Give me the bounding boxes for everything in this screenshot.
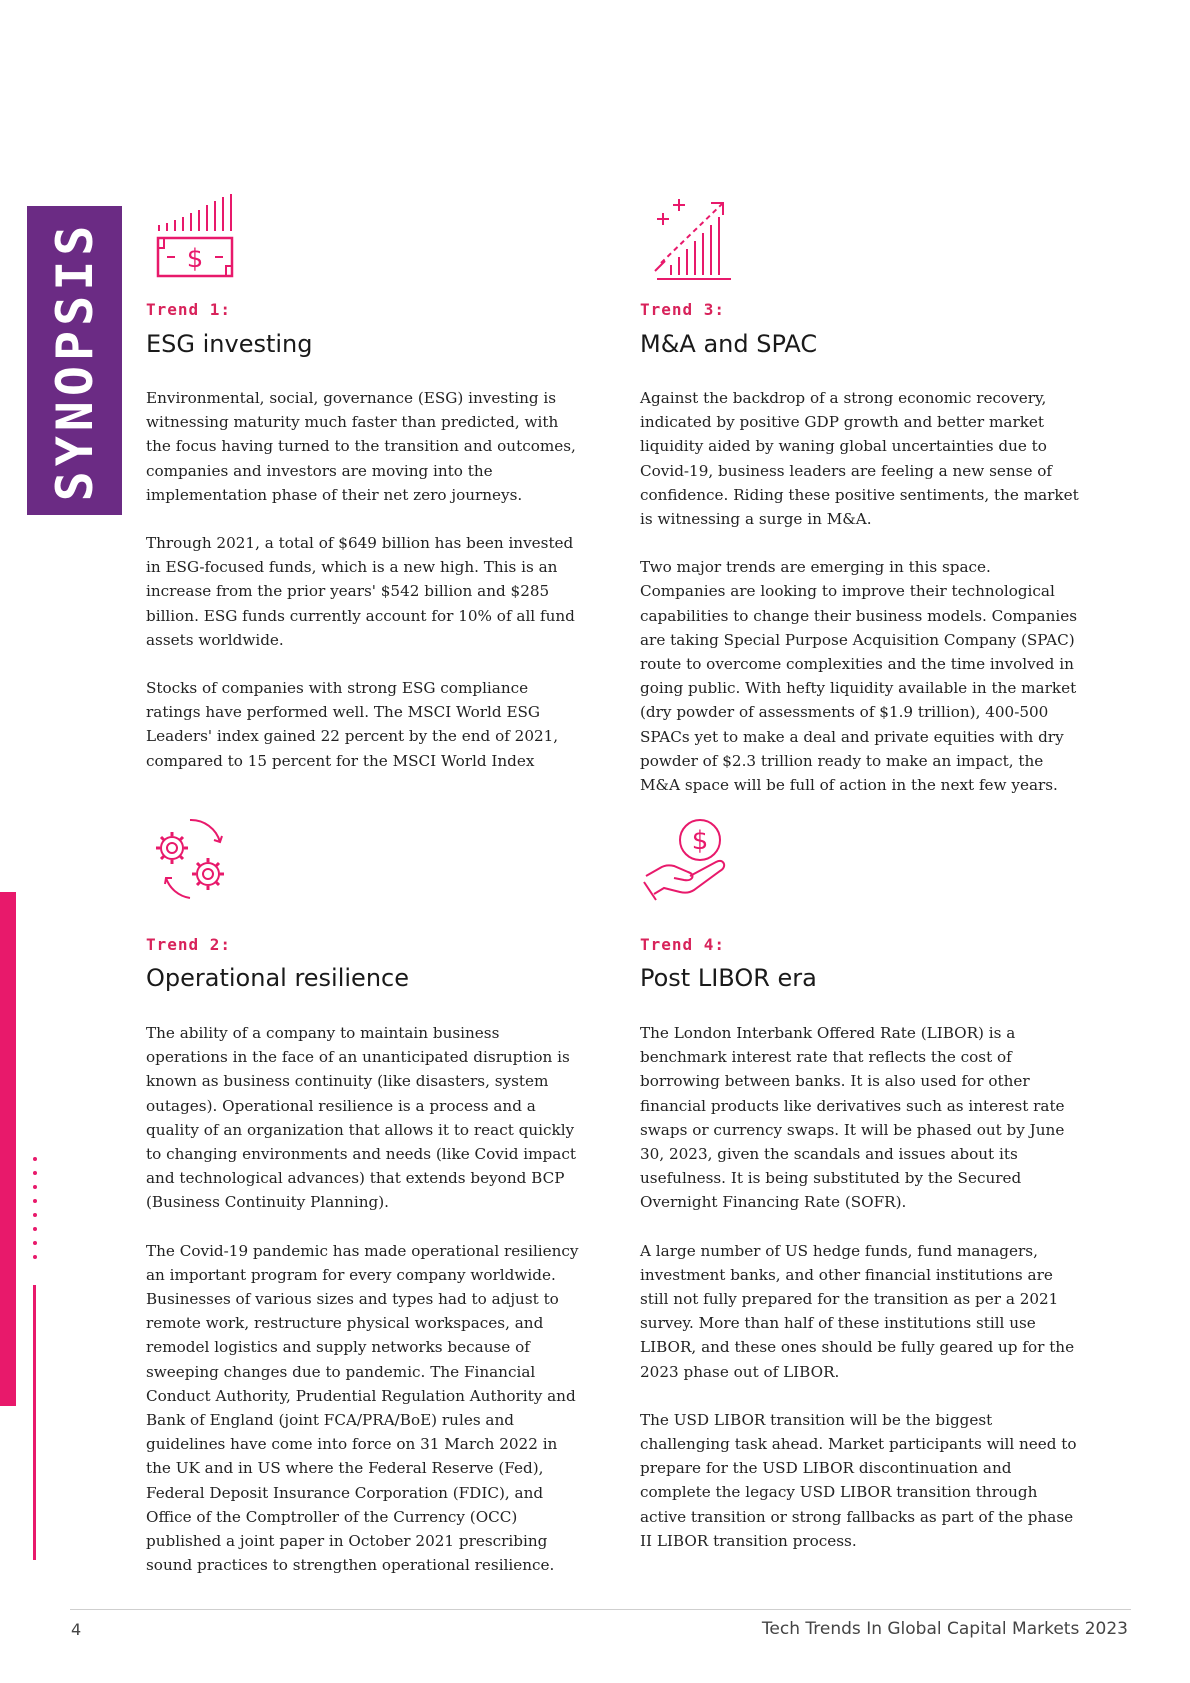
synopsis-tab xyxy=(27,206,122,515)
trend-1-paragraph: Stocks of companies with strong ESG compliance ratings have performed well. The MSCI World ESG Leaders' index gained 22 percent by the end of 2021, compared to 15 percent for the MSCI World Index xyxy=(146,679,559,770)
trend-4-title: Post LIBOR era xyxy=(640,964,817,992)
hand-coin-icon xyxy=(642,814,738,908)
trend-1-label: Trend 1: xyxy=(146,300,232,319)
money-bill-chart-icon xyxy=(155,193,237,287)
page-number: 4 xyxy=(71,1620,82,1639)
growth-chart-icon xyxy=(651,193,735,287)
accent-line xyxy=(33,1285,36,1560)
trend-4-label: Trend 4: xyxy=(640,935,726,954)
synopsis-label: SYNOPSIS xyxy=(45,220,104,501)
trend-1-title: ESG investing xyxy=(146,330,313,358)
trend-4-body xyxy=(640,1021,1080,1577)
trend-3-title: M&A and SPAC xyxy=(640,330,818,358)
trend-2-label: Trend 2: xyxy=(146,935,232,954)
trend-1-paragraph: Through 2021, a total of $649 billion has been invested in ESG-focused funds, which is a new high. This is an increase from the prior years' $542 billion and $285 billion. ESG funds currently account for 10% of all fund assets worldwide. xyxy=(146,534,575,649)
trend-3-paragraph: Against the backdrop of a strong economic recovery, indicated by positive GDP growth and better market liquidity aided by waning global uncertainties due to Covid-19, business leaders are feeling a new sense of confidence. Riding these positive sentiments, the market is witnessing a surge in M&A. xyxy=(640,389,1079,529)
trend-4-paragraph: The USD LIBOR transition will be the biggest challenging task ahead. Market participants will need to prepare for the USD LIBOR discontinuation and complete the legacy USD LIBOR transition through active transition or strong fallbacks as part of the phase II LIBOR transition process. xyxy=(640,1410,1077,1550)
trend-2-paragraph: The ability of a company to maintain business operations in the face of an unanticipated disruption is known as business continuity (like disasters, system outages). Operational resilience is a process and a quality of an organization that allows it to react quickly to changing environments and needs (like Covid impact and technological advances) that extends beyond BCP (Business Continuity Planning). xyxy=(146,1024,576,1212)
publication-title: Tech Trends In Global Capital Markets 2023 xyxy=(761,1619,1128,1639)
trend-2-body xyxy=(146,1021,586,1601)
trend-3-body xyxy=(640,386,1080,821)
svg-text:$: $ xyxy=(186,244,204,274)
trend-3-paragraph: Two major trends are emerging in this space. Companies are looking to improve their technological capabilities to change their business models. Companies are taking Special Purpose Acquisition Company (SPAC) route to overcome complexities and the time involved in going public. With hefty liquidity available in the market (dry powder of assessments of $1.9 trillion), 400-500 SPACs yet to make a deal and private equities with dry powder of $2.3 trillion ready to make an impact, the M&A space will be full of action in the next few years. xyxy=(640,558,1078,795)
trend-4-paragraph: A large number of US hedge funds, fund managers, investment banks, and other financial institutions are still not fully prepared for the transition as per a 2021 survey. More than half of these institutions still use LIBOR, and these ones should be fully geared up for the 2023 phase out of LIBOR. xyxy=(640,1241,1075,1381)
trend-1-body xyxy=(146,386,586,797)
trend-4-paragraph: The London Interbank Offered Rate (LIBOR) is a benchmark interest rate that reflects the cost of borrowing between banks. It is also used for other financial products like derivatives such as interest rate swaps or currency swaps. It will be phased out by June 30, 2023, given the scandals and issues about its usefulness. It is being substituted by the Secured Overnight Financing Rate (SOFR). xyxy=(640,1024,1065,1212)
trend-3-label: Trend 3: xyxy=(640,300,726,319)
trend-2-title: Operational resilience xyxy=(146,964,409,992)
dotted-divider xyxy=(33,1157,37,1265)
footer-divider xyxy=(70,1609,1131,1610)
trend-1-paragraph: Environmental, social, governance (ESG) investing is witnessing maturity much faster than predicted, with the focus having turned to the transition and outcomes, companies and investors are moving into the implementation phase of their net zero journeys. xyxy=(146,389,576,504)
accent-bar xyxy=(0,892,16,1406)
svg-text:$: $ xyxy=(691,826,709,856)
gears-cycle-icon xyxy=(150,812,240,906)
trend-2-paragraph: The Covid-19 pandemic has made operational resiliency an important program for every company worldwide. Businesses of various sizes and types had to adjust to remote work, restructure physical workspaces, and remodel logistics and supply networks because of sweeping changes due to pandemic. The Financial Conduct Authority, Prudential Regulation Authority and Bank of England (joint FCA/PRA/BoE) rules and guidelines have come into force on 31 March 2022 in the UK and in US where the Federal Reserve (Fed), Federal Deposit Insurance Corporation (FDIC), and Office of the Comptroller of the Currency (OCC) published a joint paper in October 2021 prescribing sound practices to strengthen operational resilience. xyxy=(146,1241,579,1575)
